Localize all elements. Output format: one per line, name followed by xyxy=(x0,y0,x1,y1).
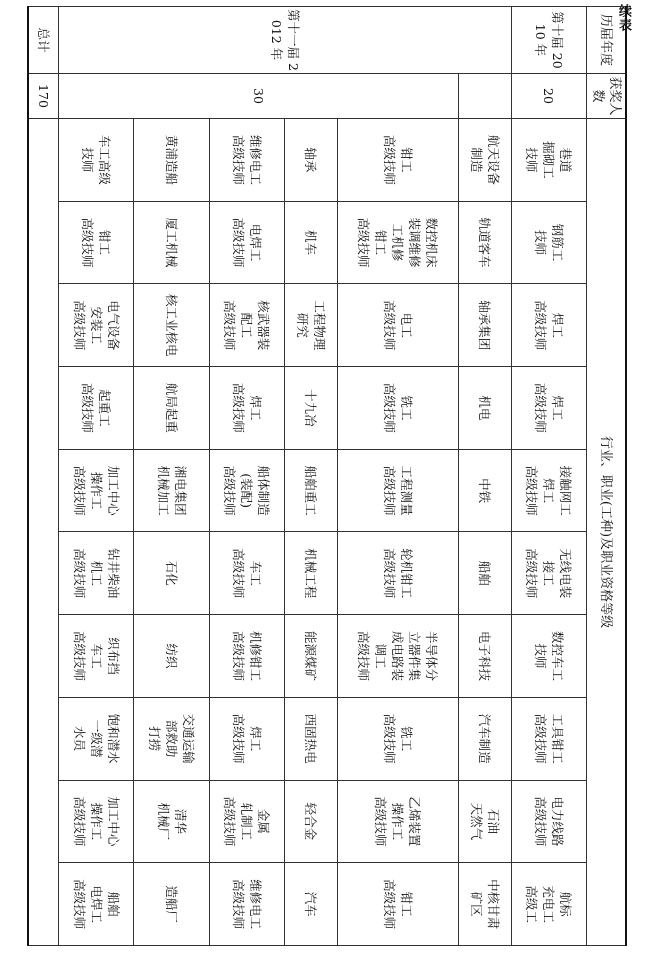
cell-text-line: 操作工 xyxy=(88,802,104,841)
occupation-cell xyxy=(134,284,209,367)
cell-text-line: 高级技师 xyxy=(80,217,96,268)
cell-text-line: 电焊工 xyxy=(88,885,104,923)
cell-text-line: 高级技师 xyxy=(381,134,397,185)
cell-text-line: 航局起重 xyxy=(164,382,180,433)
cell-text-line: 电工 xyxy=(398,312,414,338)
occupation-cell xyxy=(285,119,338,202)
cell-text-line: 电子科技 xyxy=(477,630,493,681)
cell-text-line: 机械工程 xyxy=(303,548,319,599)
occupation-cell xyxy=(134,532,209,615)
cell-text-line: 维修电工 xyxy=(247,879,263,930)
cell-text-line: 中铁 xyxy=(477,478,493,504)
cell-text-line: 高级技师 xyxy=(222,300,238,351)
table-row xyxy=(459,7,512,946)
occupation-cell xyxy=(337,201,458,284)
cell-text-line: 轴承 xyxy=(303,147,319,173)
occupation-cell xyxy=(134,449,209,532)
cell-text-line: 技师 xyxy=(524,147,540,173)
cell-text-line: 高级技师 xyxy=(71,879,87,930)
cell-text-line: 电焊工 xyxy=(247,223,263,262)
cell-text-line: 焊工 xyxy=(247,395,263,421)
cell-text-line: 高级技师 xyxy=(222,796,238,847)
cell-text-line: 半导体分 xyxy=(424,630,440,681)
cell-text-line: 轨道客车 xyxy=(477,217,493,268)
total-count: 170 xyxy=(28,74,58,119)
cell-text-line: 航天设备 xyxy=(485,134,501,185)
occupation-cell xyxy=(134,697,209,780)
cell-text-line: 高级技师 xyxy=(80,382,96,433)
cell-text-line: 轮机钳工 xyxy=(398,548,414,599)
cell-text-line: 高级技师 xyxy=(230,548,246,599)
cell-text-line: 焊工 xyxy=(247,726,263,752)
cell-text-line: 金属 xyxy=(256,808,272,834)
cell-text-line: 充电工 xyxy=(541,885,557,923)
occupation-cell xyxy=(285,615,338,698)
cell-text-line: 高级技师 xyxy=(532,300,548,351)
occupation-cell xyxy=(209,284,284,367)
awards-table xyxy=(27,6,627,946)
cell-text-line: 立器件集 xyxy=(407,630,423,681)
cell-text-line: 焊工 xyxy=(549,395,565,421)
occupation-cell xyxy=(511,780,586,863)
cell-text-line: 高级技师 xyxy=(356,217,372,268)
cell-text-line: 铣工 xyxy=(398,395,414,421)
occupation-cell xyxy=(58,367,133,450)
cell-text-line: 钳工 xyxy=(373,230,389,256)
occupation-cell xyxy=(511,615,586,698)
count-cell: 20 xyxy=(511,74,586,119)
cell-text-line: 高级技师 xyxy=(222,465,238,516)
cell-text-line: 钳工 xyxy=(398,891,414,917)
cell-text-line: 汽车 xyxy=(303,891,319,917)
cell-text-line: 成电路装 xyxy=(390,630,406,681)
occupation-cell xyxy=(134,780,209,863)
occupation-cell xyxy=(459,697,512,780)
cell-text-line: 车工高级 xyxy=(97,134,113,185)
cell-text-line: 中核甘肃 xyxy=(485,879,501,930)
occupation-cell xyxy=(209,532,284,615)
count-cell: 30 xyxy=(58,74,458,119)
cell-text-line: 高级技师 xyxy=(71,796,87,847)
occupation-cell xyxy=(337,697,458,780)
cell-text-line: 高级技师 xyxy=(532,796,548,847)
occupation-cell xyxy=(337,780,458,863)
cell-text-line: 高级技师 xyxy=(230,134,246,185)
year-cell: 第十一届 2012 年 xyxy=(58,7,511,74)
cell-text-line: 黄浦造船 xyxy=(164,134,180,185)
occupation-column-header: 行业、职业(工种)及职业资格等级 xyxy=(587,119,627,946)
cell-text-line: 铣工 xyxy=(398,726,414,752)
cell-text-line: 钳工 xyxy=(97,230,113,256)
cell-text-line: 船舶 xyxy=(477,560,493,586)
occupation-cell xyxy=(285,780,338,863)
cell-text-line: 高级技师 xyxy=(532,713,548,764)
cell-text-line: 造船厂 xyxy=(164,885,180,923)
cell-text-line: 加工中心 xyxy=(105,465,121,516)
cell-text-line: 工具钳工 xyxy=(549,713,565,764)
table-row xyxy=(511,7,586,946)
cell-text-line: 高级技师 xyxy=(230,713,246,764)
year-column-header: 历届年度 xyxy=(587,7,627,74)
cell-text-line: 一级潜 xyxy=(88,719,104,758)
occupation-cell xyxy=(459,532,512,615)
cell-text-line: 高级技师 xyxy=(381,300,397,351)
cell-text-line: 钳工 xyxy=(398,147,414,173)
table-body xyxy=(28,7,587,946)
cell-text-line: 机修钳工 xyxy=(247,630,263,681)
occupation-cell xyxy=(58,284,133,367)
cell-text-line: 巷道 xyxy=(558,147,574,173)
cell-text-line: 接工 xyxy=(541,560,557,586)
occupation-cell xyxy=(285,449,338,532)
cell-text-line: 数控车工 xyxy=(549,630,565,681)
occupation-cell xyxy=(285,532,338,615)
cell-text-line: 无线电装 xyxy=(558,548,574,599)
cell-text-line: 清华 xyxy=(172,808,188,834)
occupation-cell xyxy=(459,284,512,367)
cell-text-line: 纺织 xyxy=(164,643,180,669)
occupation-cell xyxy=(58,615,133,698)
cell-text-line: 石油 xyxy=(485,808,501,834)
cell-text-line: 技师 xyxy=(80,147,96,173)
occupation-cell xyxy=(285,284,338,367)
occupation-cell xyxy=(511,532,586,615)
cell-text-line: 数控机床 xyxy=(424,217,440,268)
continued-label: 续表 xyxy=(616,4,631,32)
cell-text-line: 天然气 xyxy=(468,802,484,841)
cell-text-line: 维修电工 xyxy=(247,134,263,185)
cell-text-line: 高级技师 xyxy=(524,548,540,599)
occupation-cell xyxy=(209,697,284,780)
occupation-cell xyxy=(511,449,586,532)
cell-text-line: 乙烯装置 xyxy=(407,796,423,847)
cell-text-line: 高级技师 xyxy=(532,382,548,433)
occupation-cell xyxy=(511,697,586,780)
occupation-cell xyxy=(337,615,458,698)
occupation-cell xyxy=(511,119,586,202)
cell-text-line: 掘砌工 xyxy=(541,141,557,179)
table-header-row xyxy=(587,7,627,946)
cell-text-line: 打捞 xyxy=(147,726,163,752)
cell-text-line: 矿区 xyxy=(468,891,484,917)
cell-text-line: 能源煤矿 xyxy=(303,630,319,681)
table-row xyxy=(134,7,209,946)
occupation-cell xyxy=(459,201,512,284)
occupation-cell xyxy=(459,780,512,863)
cell-text-line: 水员 xyxy=(71,726,87,752)
occupation-cell xyxy=(337,284,458,367)
cell-text-line: 机电 xyxy=(477,395,493,421)
cell-text-line: 船舶 xyxy=(105,891,121,917)
cell-text-line: 研究 xyxy=(294,312,310,338)
cell-text-line: 高级技师 xyxy=(524,465,540,516)
table-row xyxy=(285,7,338,946)
occupation-cell xyxy=(337,449,458,532)
cell-text-line: 起重工 xyxy=(97,389,113,427)
cell-text-line: 核武器装 xyxy=(256,300,272,351)
cell-text-line: 高级技师 xyxy=(356,630,372,681)
cell-text-line: 钢筋工 xyxy=(549,223,565,262)
occupation-cell xyxy=(459,119,512,202)
table-stage xyxy=(27,6,627,946)
cell-text-line: 电力线路 xyxy=(549,796,565,847)
cell-text-line: 车工 xyxy=(247,560,263,586)
occupation-cell xyxy=(58,449,133,532)
occupation-cell xyxy=(209,780,284,863)
cell-text-line: 船舶重工 xyxy=(303,465,319,516)
occupation-cell xyxy=(209,119,284,202)
occupation-cell xyxy=(459,367,512,450)
cell-text-line: 高级技师 xyxy=(381,548,397,599)
occupation-cell xyxy=(209,863,284,946)
cell-text-line: 十九冶 xyxy=(303,389,319,427)
cell-text-line: 接触网工 xyxy=(558,465,574,516)
cell-text-line: 交通运输 xyxy=(181,713,197,764)
cell-text-line: 高级技师 xyxy=(381,713,397,764)
cell-text-line: 焊工 xyxy=(541,478,557,504)
cell-text-line: 车工 xyxy=(88,643,104,669)
cell-text-line: 轴承集团 xyxy=(477,300,493,351)
total-row xyxy=(28,7,58,946)
occupation-cell xyxy=(511,201,586,284)
occupation-cell xyxy=(285,697,338,780)
cell-text-line: 操作工 xyxy=(88,471,104,510)
cell-text-line: 西固热电 xyxy=(303,713,319,764)
occupation-cell xyxy=(134,201,209,284)
occupation-cell xyxy=(511,284,586,367)
total-label: 总计 xyxy=(28,7,58,74)
cell-text-line: 高级技师 xyxy=(230,879,246,930)
cell-text-line: 汽车制造 xyxy=(477,713,493,764)
cell-text-line: (装配) xyxy=(239,473,255,508)
occupation-cell xyxy=(134,863,209,946)
occupation-cell xyxy=(134,367,209,450)
occupation-cell xyxy=(285,201,338,284)
year-cell: 第十届 2010 年 xyxy=(511,7,586,74)
occupation-cell xyxy=(459,615,512,698)
occupation-cell xyxy=(337,532,458,615)
occupation-cell xyxy=(58,780,133,863)
occupation-cell xyxy=(209,449,284,532)
table-row xyxy=(209,7,284,946)
cell-text-line: 装调维修 xyxy=(407,217,423,268)
cell-text-line: 高级技师 xyxy=(230,630,246,681)
cell-text-line: 安装工 xyxy=(88,306,104,344)
cell-text-line: 石化 xyxy=(164,560,180,586)
cell-text-line: 高级工 xyxy=(524,885,540,923)
cell-text-line: 技师 xyxy=(532,643,548,669)
count-column-header: 获奖人数 xyxy=(587,74,627,119)
occupation-cell xyxy=(58,201,133,284)
cell-text-line: 高级技师 xyxy=(71,300,87,351)
cell-text-line: 高级技师 xyxy=(381,382,397,433)
occupation-cell xyxy=(134,119,209,202)
cell-text-line: 高级技师 xyxy=(71,465,87,516)
cell-text-line: 高级技师 xyxy=(71,630,87,681)
occupation-cell xyxy=(459,863,512,946)
cell-text-line: 部救助 xyxy=(164,719,180,758)
occupation-cell xyxy=(58,532,133,615)
count-cell-empty xyxy=(459,74,512,119)
cell-text-line: 电气设备 xyxy=(105,300,121,351)
cell-text-line: 高级技师 xyxy=(381,879,397,930)
occupation-cell xyxy=(337,863,458,946)
cell-text-line: 工程物理 xyxy=(311,300,327,351)
occupation-cell xyxy=(58,863,133,946)
cell-text-line: 核工业核电 xyxy=(164,293,180,357)
cell-text-line: 机车 xyxy=(303,230,319,256)
cell-text-line: 高级技师 xyxy=(373,796,389,847)
cell-text-line: 湘电集团 xyxy=(172,465,188,516)
cell-text-line: 织布挡 xyxy=(105,637,121,675)
occupation-cell xyxy=(511,863,586,946)
occupation-cell xyxy=(209,367,284,450)
table-row xyxy=(58,7,133,946)
occupation-cell xyxy=(285,863,338,946)
cell-text-line: 技师 xyxy=(532,230,548,256)
cell-text-line: 调工 xyxy=(373,643,389,669)
cell-text-line: 轻合金 xyxy=(303,802,319,841)
cell-text-line: 航标 xyxy=(558,891,574,917)
occupation-cell xyxy=(209,201,284,284)
occupation-cell xyxy=(134,615,209,698)
cell-text-line: 高级技师 xyxy=(230,382,246,433)
cell-text-line: 机工 xyxy=(88,560,104,586)
cell-text-line: 高级技师 xyxy=(381,465,397,516)
cell-text-line: 工机修 xyxy=(390,223,406,262)
cell-text-line: 厦工机械 xyxy=(164,217,180,268)
total-empty-cell xyxy=(28,119,58,946)
occupation-cell xyxy=(209,615,284,698)
cell-text-line: 船体制造 xyxy=(256,465,272,516)
cell-text-line: 高级技师 xyxy=(230,217,246,268)
cell-text-line: 轧制工 xyxy=(239,802,255,841)
cell-text-line: 工程测量 xyxy=(398,465,414,516)
occupation-cell xyxy=(58,697,133,780)
cell-text-line: 饱和潜水 xyxy=(105,713,121,764)
cell-text-line: 机械加工 xyxy=(155,465,171,516)
cell-text-line: 加工中心 xyxy=(105,796,121,847)
cell-text-line: 机械厂 xyxy=(155,802,171,841)
occupation-cell xyxy=(337,367,458,450)
occupation-cell xyxy=(511,367,586,450)
occupation-cell xyxy=(459,449,512,532)
cell-text-line: 配工 xyxy=(239,312,255,338)
occupation-cell xyxy=(58,119,133,202)
occupation-cell xyxy=(337,119,458,202)
cell-text-line: 焊工 xyxy=(549,312,565,338)
cell-text-line: 钻井柴油 xyxy=(105,548,121,599)
occupation-cell xyxy=(285,367,338,450)
cell-text-line: 高级技师 xyxy=(71,548,87,599)
cell-text-line: 制造 xyxy=(468,147,484,173)
table-row xyxy=(337,7,458,946)
cell-text-line: 操作工 xyxy=(390,802,406,841)
